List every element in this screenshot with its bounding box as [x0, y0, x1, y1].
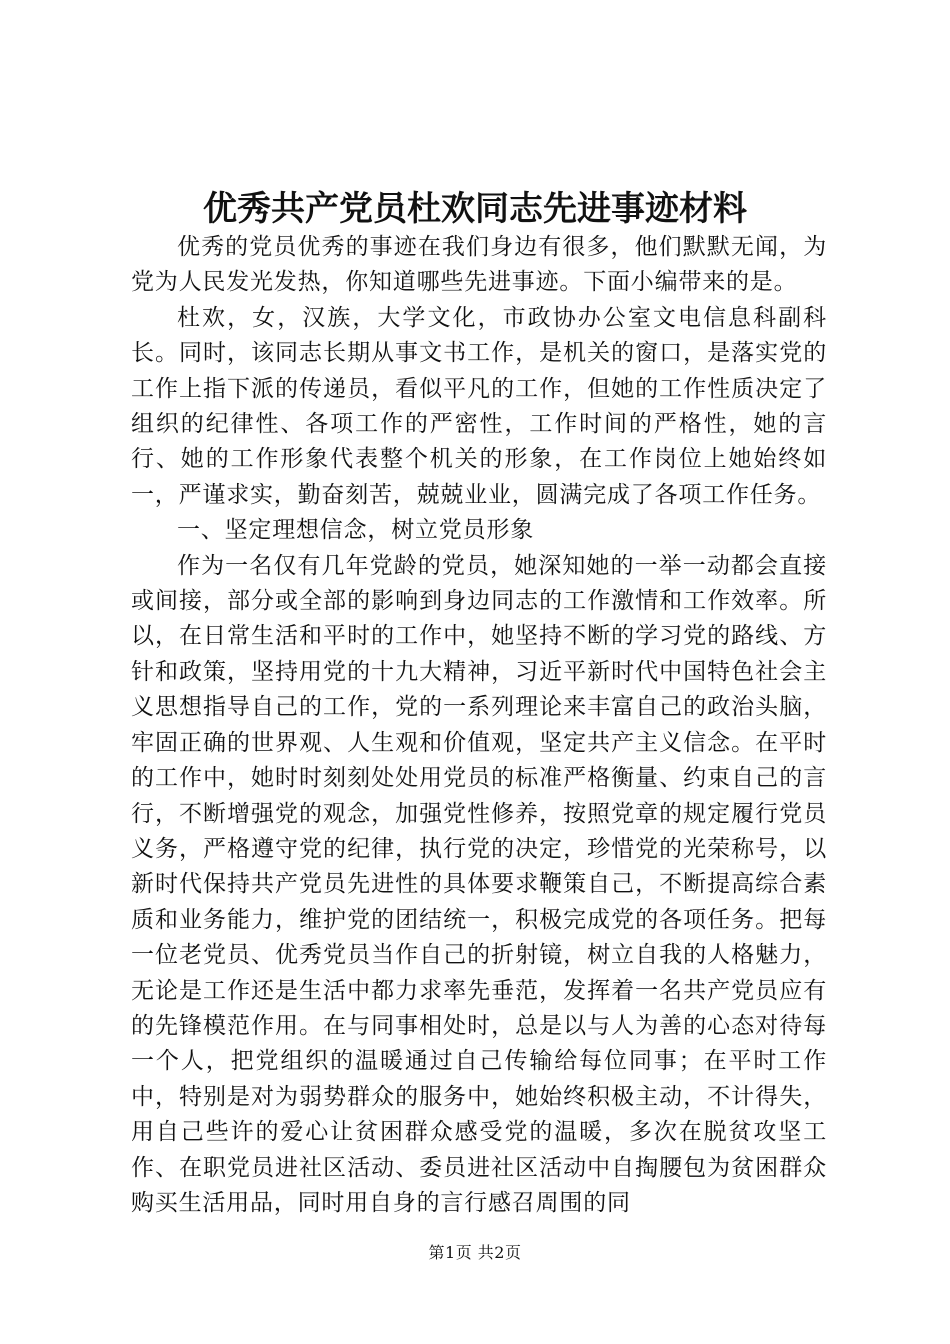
paragraph-profile: 杜欢，女，汉族，大学文化，市政协办公室文电信息科副科长。同时，该同志长期从事文书工作，是机关的窗口，是落实党的工作上指下派的传递员，看似平凡的工作，但她的工作性质决定了组织的纪律性、各项工作的严密性，工作时间的严格性，她的言行、她的工作形象代表整个机关的形象，在工作岗位上她始终如一，严谨求实，勤奋刻苦，兢兢业业，圆满完成了各项工作任务。: [131, 304, 827, 508]
page-footer: 第1页 共2页: [428, 1243, 522, 1262]
paragraph-section-1: 作为一名仅有几年党龄的党员，她深知她的一举一动都会直接或间接，部分或全部的影响到身边同志的工作激情和工作效率。所以，在日常生活和平时的工作中，她坚持不断的学习党的路线、方针和政策，坚持用党的十九大精神，习近平新时代中国特色社会主义思想指导自己的工作，党的一系列理论来丰富自己的政治头脑，牢固正确的世界观、人生观和价值观，坚定共产主义信念。在平时的工作中，她时时刻刻处处用党员的标准严格衡量、约束自己的言行，不断增强党的观念，加强党性修养，按照党章的规定履行党员义务，严格遵守党的纪律，执行党的决定，珍惜党的光荣称号，以新时代保持共产党员先进性的具体要求鞭策自己，不断提高综合素质和业务能力，维护党的团结统一，积极完成党的各项任务。把每一位老党员、优秀党员当作自己的折射镜，树立自我的人格魅力，无论是工作还是生活中都力求率先垂范，发挥着一名共产党员应有的先锋模范作用。在与同事相处时，总是以与人为善的心态对待每一个人，把党组织的温暖通过自己传输给每位同事；在平时工作中，特别是对为弱势群众的服务中，她始终积极主动，不计得失，用自己些许的爱心让贫困群众感受党的温暖，多次在脱贫攻坚工作、在职党员进社区活动、委员进社区活动中自掏腰包为贫困群众购买生活用品，同时用自身的言行感召周围的同: [131, 552, 827, 1216]
section-heading: 一、坚定理想信念，树立党员形象: [177, 517, 534, 544]
document-title: 优秀共产党员杜欢同志先进事迹材料: [203, 189, 747, 229]
document-body: [131, 230, 827, 1221]
paragraph-intro: 优秀的党员优秀的事迹在我们身边有很多，他们默默无闻，为党为人民发光发热，你知道哪些先进事迹。下面小编带来的是。: [131, 234, 827, 296]
